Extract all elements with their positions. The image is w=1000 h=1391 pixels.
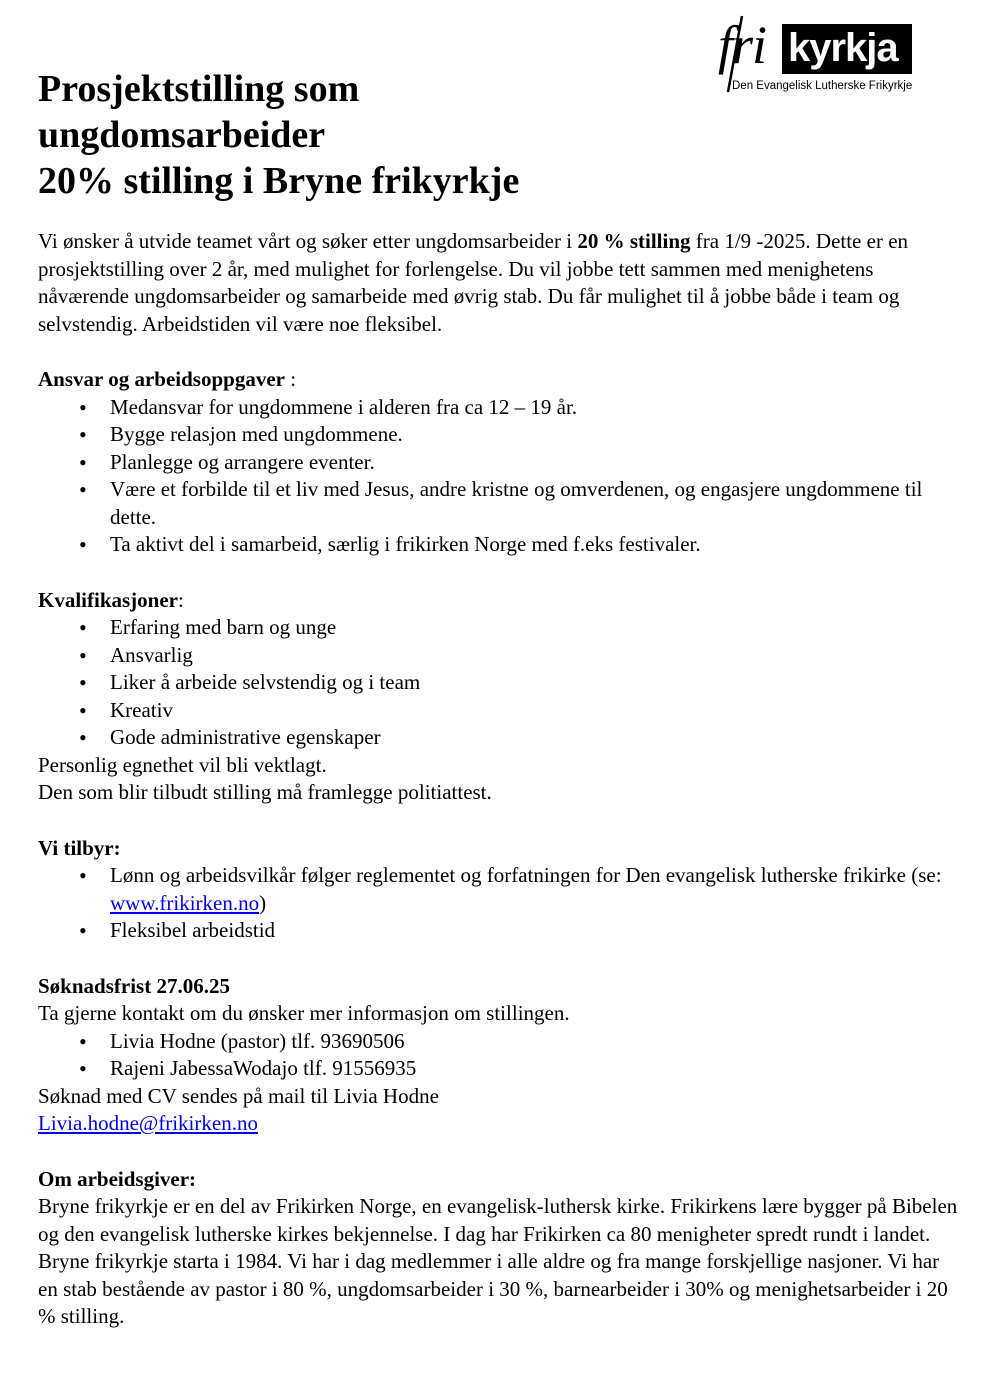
responsibilities-suffix: : [284,367,297,391]
frikyrkja-logo [716,14,916,98]
list-item: • Medansvar for ungdommene i alderen fra ca 12 – 19 år. [110,394,958,422]
intro-text-start: Vi ønsker å utvide teamet vårt og søker etter ungdomsarbeider i [38,229,578,253]
apply-text: Søknad med CV sendes på mail til Livia Hodne [38,1083,439,1108]
employer-heading: Om arbeidsgiver: [38,1166,197,1191]
list-item: • Ansvarlig [110,642,958,670]
list-item: • Være et forbilde til et liv med Jesus, andre kristne og omverdenen, og engasjere ungdommene til dette. [110,476,958,531]
employer-paragraph-2: Bryne frikyrkje starta i 1984. Vi har i dag medlemmer i alle aldre og fra mange forskjellige nasjoner. Vi har en stab bestående av pastor i 80 %, ungdomsarbeider i 30 %, barnearbeider i 30% og menighetsarbeider i 20 % stilling. [38,1249,948,1328]
responsibilities-heading-line [38,366,958,394]
title-line-3: 20% stilling i Bryne frikyrkje [38,160,520,202]
list-item: • Rajeni JabessaWodajo tlf. 91556935 [110,1055,958,1083]
logo-fri-text: fri [718,15,767,75]
list-item: • Bygge relasjon med ungdommene. [110,421,958,449]
list-item: • Kreativ [110,697,958,725]
list-item [110,862,958,917]
email-link[interactable]: Livia.hodne@frikirken.no [38,1111,258,1135]
title-line-2: ungdomsarbeider [38,114,326,156]
employer-paragraph-1: Bryne frikyrkje er en del av Frikirken Norge, en evangelisk-luthersk kirke. Frikirkens lære bygger på Bibelen og den evangelisk lutherske kirkes bekjennelse. I dag har Frikirken ca 80 menigheter spredt rundt i landet. [38,1194,958,1246]
offer-item-1-text: Lønn og arbeidsvilkår følger reglementet og forfatningen for Den evangelisk lutherske frikirke (se: [110,863,942,887]
email-line [38,1110,958,1138]
logo-kyrkja-text: kyrkja [788,26,898,70]
responsibilities-heading: Ansvar og arbeidsoppgaver [38,367,285,391]
offer-item-1-end: ) [259,890,267,915]
offer-heading: Vi tilbyr: [38,835,121,860]
list-item: • Planlegge og arrangere eventer. [110,449,958,477]
document-body [38,228,958,1331]
qualifications-suffix: : [178,587,184,612]
list-item: • Liker å arbeide selvstendig og i team [110,669,958,697]
deadline-heading: Søknadsfrist 27.06.25 [38,973,230,998]
frikirken-website-link[interactable]: www.frikirken.no [110,890,260,915]
list-item: • Gode administrative egenskaper [110,724,958,752]
logo-subtitle: Den Evangelisk Lutherske Frikyrkje [732,80,913,92]
qualifications-note-1: Personlig egnethet vil bli vektlagt. [38,752,327,777]
intro-paragraph [38,228,958,338]
contact-text: Ta gjerne kontakt om du ønsker mer informasjon om stillingen. [38,1001,570,1025]
list-item: • Ta aktivt del i samarbeid, særlig i frikirken Norge med f.eks festivaler. [110,531,958,559]
responsibilities-list [38,394,958,559]
qualifications-heading: Kvalifikasjoner [38,587,178,612]
qualifications-list [38,614,958,752]
list-item: • Livia Hodne (pastor) tlf. 93690506 [110,1028,958,1056]
intro-bold-percentage: 20 % stilling [577,229,691,253]
list-item: • Erfaring med barn og unge [110,614,958,642]
qualifications-note-2: Den som blir tilbudt stilling må framlegge politiattest. [38,780,492,804]
offer-list [38,862,958,945]
page-title [38,66,519,204]
contact-list [38,1028,958,1083]
intro-text-end: fra 1/9 -2025. Dette er en prosjektstilling over 2 år, med mulighet for forlengelse. Du vil jobbe tett sammen med menighetens nåværende ungdomsarbeider og samarbeide med øvrig stab. Du får mulighet til å jobbe både i team og selvstendig. Arbeidstiden vil være noe fleksibel. [38,229,909,336]
title-line-1: Prosjektstilling som [38,68,360,110]
list-item: • Fleksibel arbeidstid [110,917,958,945]
qualifications-heading-line [38,587,958,615]
